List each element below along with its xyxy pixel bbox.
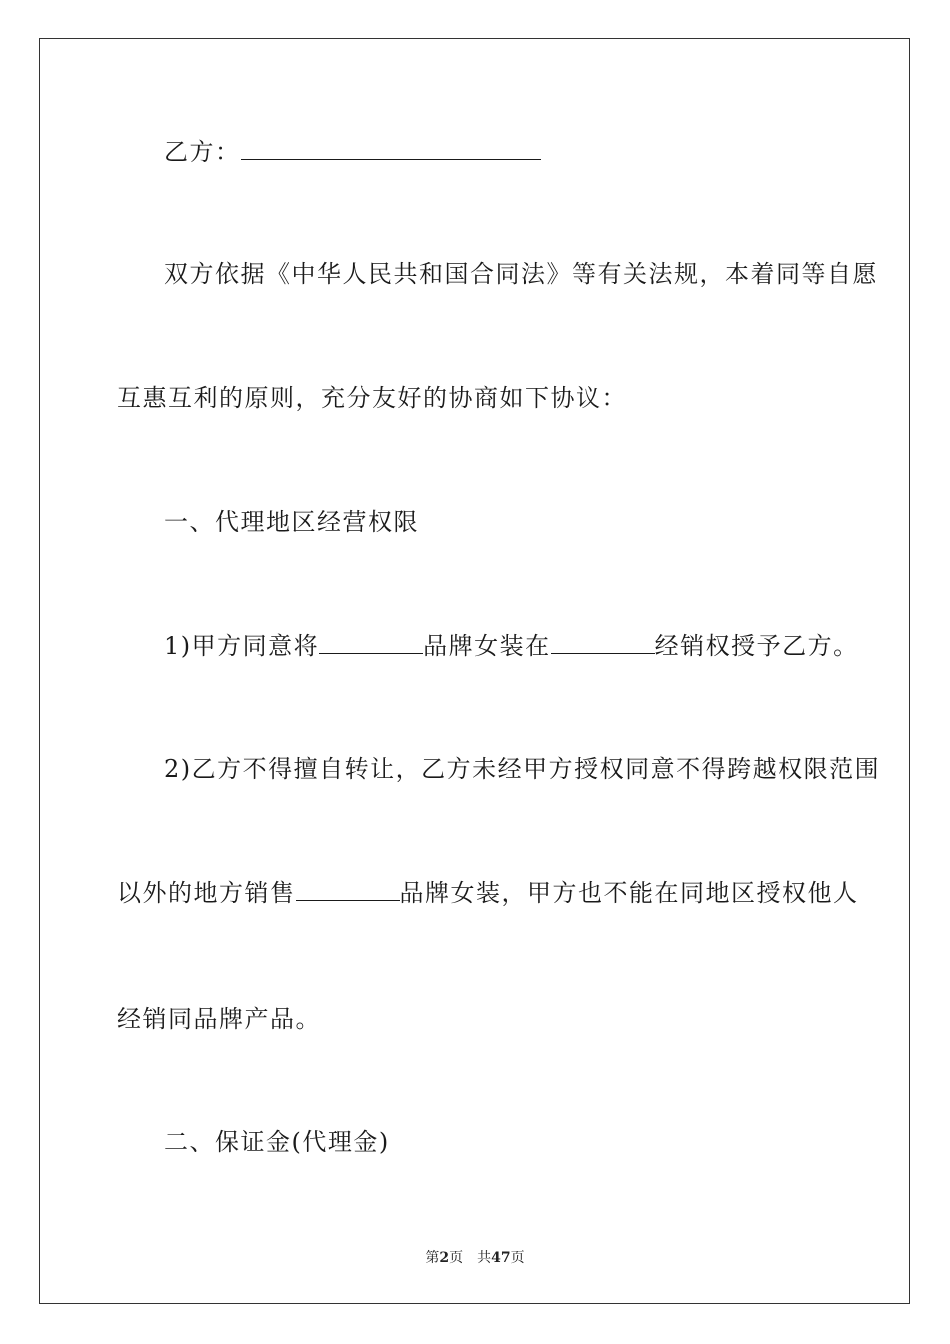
page-border [39, 38, 910, 1304]
total-suffix: 页 [510, 1250, 525, 1266]
clause-text: 品牌女装在 [423, 632, 551, 660]
clause-text: 以外的地方销售 [117, 879, 296, 907]
region-blank[interactable] [551, 631, 655, 654]
total-pages: 47 [491, 1250, 511, 1266]
paragraph-line: 双方依据《中华人民共和国合同法》等有关法规，本着同等自愿 [164, 260, 878, 288]
page-prefix: 第 [425, 1250, 440, 1266]
page-suffix: 页 [449, 1250, 464, 1266]
page-number: 2 [439, 1250, 450, 1266]
brand-blank[interactable] [296, 878, 400, 901]
total-prefix: 共 [477, 1250, 492, 1266]
clause-line: 2)乙方不得擅自转让，乙方未经甲方授权同意不得跨越权限范围 [164, 755, 881, 783]
paragraph-line: 互惠互利的原则，充分友好的协商如下协议： [117, 384, 627, 412]
clause-line [164, 630, 859, 662]
clause-text: 经销权授予乙方。 [654, 632, 859, 660]
section-heading: 一、代理地区经营权限 [164, 508, 419, 536]
brand-blank[interactable] [319, 631, 423, 654]
section-heading: 二、保证金(代理金) [164, 1128, 390, 1156]
clause-text: 1)甲方同意将 [164, 632, 320, 660]
page-footer [0, 1248, 950, 1268]
party-b-label: 乙方： [164, 138, 241, 166]
party-b-line [164, 136, 541, 168]
clause-line: 经销同品牌产品。 [117, 1005, 321, 1033]
clause-line [117, 877, 859, 909]
party-b-blank[interactable] [241, 137, 541, 160]
clause-text: 品牌女装，甲方也不能在同地区授权他人 [399, 879, 859, 907]
